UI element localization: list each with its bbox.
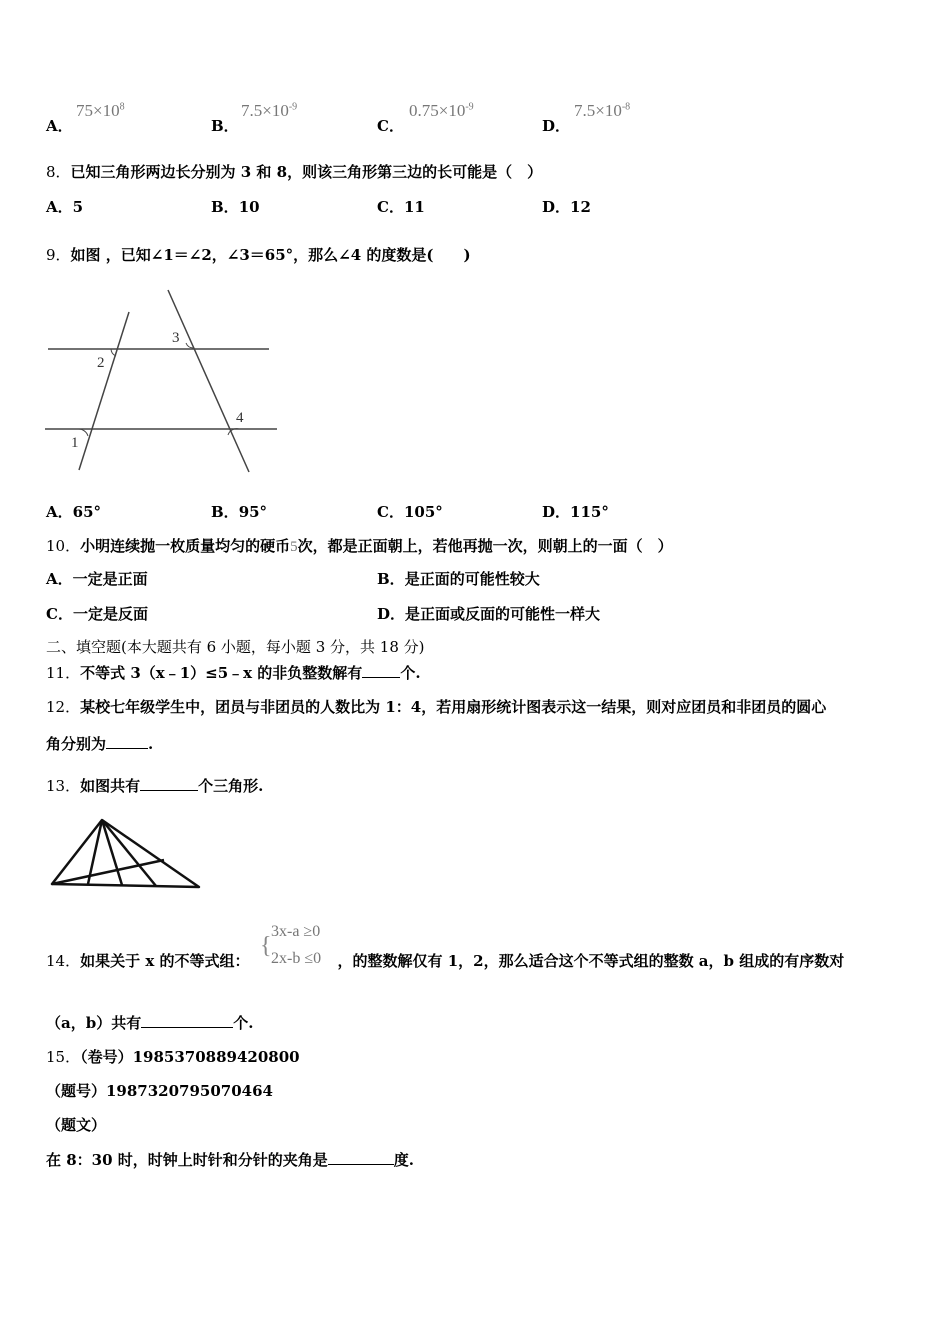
section-heading-fill-in: 二、填空题(本大题共有 6 小题，每小题 3 分，共 18 分) [46, 638, 425, 656]
q13-question: 13．如图共有 个三角形. [46, 777, 264, 795]
q8-option-a: A．5 [46, 198, 84, 216]
q10-option-a: A．一定是正面 [46, 570, 148, 588]
q15-blank [328, 1150, 394, 1165]
q14-blank [141, 1013, 233, 1028]
q14-inequality-system: { 3x-a ≥0 2x-b ≤0 [260, 923, 322, 967]
q9-figure [40, 285, 285, 480]
brace-icon: { [260, 933, 272, 959]
q7-option-a-value: $75\times 10^8$ [76, 101, 125, 120]
q10-question: 10．小明连续抛一枚质量均匀的硬币5次，都是正面朝上，若他再抛一次，则朝上的一面（ ） [46, 537, 673, 555]
q15-question: 在 8：30 时，时钟上时针和分针的夹角是 度. [46, 1151, 414, 1169]
q8-question: 8．已知三角形两边长分别为 3 和 8，则该三角形第三边的长可能是（ ） [46, 163, 543, 181]
q7-option-c: C． $0.75\times 10^{-9}$ [377, 101, 474, 135]
q15-tihao: （题号）1987320795070464 [46, 1082, 273, 1100]
angle-label-4: 4 [236, 410, 244, 426]
q12-blank [106, 734, 148, 749]
angle-1-arc [78, 429, 88, 436]
q11-question: 11．不等式 3（x﹣1）≤5﹣x 的非负整数解有 个. [46, 664, 421, 682]
q13-triangle-figure [45, 814, 205, 894]
q10-option-b: B．是正面的可能性较大 [377, 570, 540, 588]
q15-juan: 15．（卷号）1985370889420800 [46, 1048, 300, 1066]
q7-option-a: A． $75\times 10^8$ [46, 101, 125, 135]
left-transversal [79, 312, 129, 470]
q7-option-c-value: $0.75\times 10^{-9}$ [409, 101, 474, 120]
q7-option-d-value: $7.5\times 10^{-8}$ [574, 101, 631, 120]
q9-option-a: A．65° [46, 503, 102, 521]
q13-blank [140, 776, 198, 791]
q14-question-line2: （a，b）共有 个. [46, 1014, 254, 1032]
q9-question: 9．如图 ，已知∠1＝∠2，∠3＝65°，那么∠4 的度数是( ) [46, 246, 471, 264]
q10-option-d: D．是正面或反面的可能性一样大 [377, 605, 601, 623]
q8-option-c: C．11 [377, 198, 425, 216]
q8-option-b: B．10 [211, 198, 260, 216]
q7-option-b: B． $7.5\times 10^{-9}$ [211, 101, 298, 135]
q7-option-d: D． $7.5\times 10^{-8}$ [542, 101, 631, 135]
right-transversal [168, 290, 249, 472]
q14-question: 14．如果关于 x 的不等式组： ，的整数解仅有 1，2，那么适合这个不等式组的整数 a，b 组成的有序数对 [46, 952, 845, 970]
q15-tiwen: （题文） [46, 1116, 107, 1134]
q12-question-line2: 角分别为 . [46, 735, 154, 753]
q9-option-b: B．95° [211, 503, 268, 521]
angle-label-3: 3 [172, 330, 180, 346]
angle-label-1: 1 [71, 435, 79, 451]
angle-label-2: 2 [97, 355, 105, 371]
q9-option-c: C．105° [377, 503, 443, 521]
q9-option-d: D．115° [542, 503, 609, 521]
q10-option-c: C．一定是反面 [46, 605, 148, 623]
q11-blank [362, 663, 400, 678]
q7-option-b-value: $7.5\times 10^{-9}$ [241, 101, 298, 120]
q8-option-d: D．12 [542, 198, 591, 216]
q12-question-line1: 12．某校七年级学生中，团员与非团员的人数比为 1：4，若用扇形统计图表示这一结果，则对应团员和非团员的圆心 [46, 698, 827, 716]
